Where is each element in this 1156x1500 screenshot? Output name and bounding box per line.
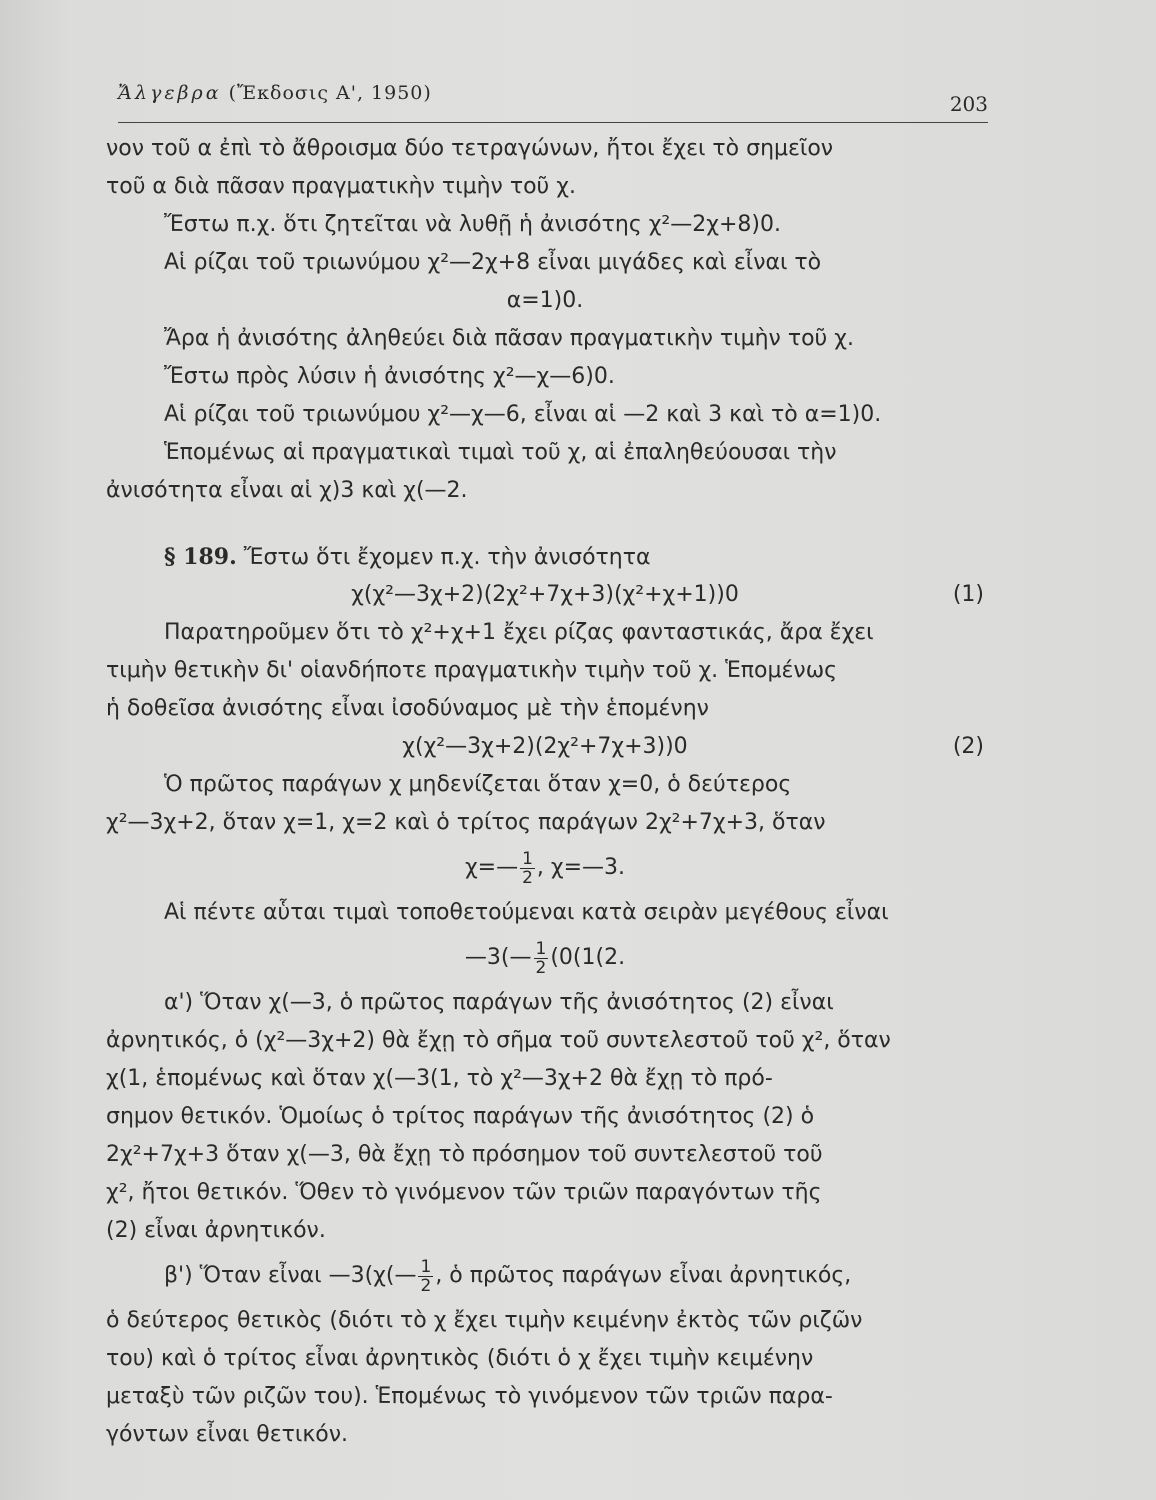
book-title: Ἄλγεβρα xyxy=(118,82,222,104)
page-number: 203 xyxy=(949,92,988,116)
roots-part-b: , χ=—3. xyxy=(536,855,626,880)
text-line: Ὁ πρῶτος παράγων χ μηδενίζεται ὅταν χ=0, ὁ δεύτερος xyxy=(164,772,792,797)
text-line: Αἱ πέντε αὗται τιμαὶ τοποθετούμεναι κατὰ σειρὰν μεγέθους εἶναι xyxy=(164,900,889,925)
text-line: τοῦ α διὰ πᾶσαν πραγματικὴν τιμὴν τοῦ χ. xyxy=(106,174,576,199)
case-beta-part-a: β') Ὅταν εἶναι —3(χ(— xyxy=(164,1263,417,1288)
text-line: α') Ὅταν χ(—3, ὁ πρῶτος παράγων τῆς ἀνισότητος (2) εἶναι xyxy=(164,990,834,1015)
equation-1 xyxy=(106,576,984,614)
text-line: 2χ²+7χ+3 ὅταν χ(—3, θὰ ἔχῃ τὸ πρόσημον τοῦ συντελεστοῦ τοῦ xyxy=(106,1142,823,1167)
text-line: γόντων εἶναι θετικόν. xyxy=(106,1422,349,1447)
equation-1-expr: χ(χ²—3χ+2)(2χ²+7χ+3)(χ²+χ+1))0 xyxy=(351,582,739,607)
section-heading xyxy=(106,538,984,576)
equation-2 xyxy=(106,728,984,766)
text-line: Αἱ ρίζαι τοῦ τριωνύμου χ²—χ—6, εἶναι αἱ —2 καὶ 3 καὶ τὸ α=1)0. xyxy=(164,402,882,427)
case-beta-part-b: , ὁ πρῶτος παράγων εἶναι ἀρνητικός, xyxy=(435,1263,852,1288)
fraction-one-half xyxy=(520,850,535,887)
text-line: σημον θετικόν. Ὁμοίως ὁ τρίτος παράγων τῆς ἀνισότητος (2) ὁ xyxy=(106,1104,815,1129)
text-line: Ἄρα ἡ ἀνισότης ἀληθεύει διὰ πᾶσαν πραγματικὴν τιμὴν τοῦ χ. xyxy=(164,326,854,351)
fraction-numerator: 1 xyxy=(420,1256,432,1277)
section-intro: Ἔστω ὅτι ἔχομεν π.χ. τὴν ἀνισότητα xyxy=(243,545,651,570)
fraction-one-half xyxy=(418,1258,433,1295)
fraction-denominator: 2 xyxy=(420,1275,432,1296)
header-title xyxy=(118,82,432,104)
equation-order xyxy=(106,932,984,984)
case-beta-line xyxy=(106,1250,984,1302)
text-line: Ἑπομένως αἱ πραγματικαὶ τιμαὶ τοῦ χ, αἱ ἐπαληθεύουσαι τὴν xyxy=(164,440,837,465)
fraction-denominator: 2 xyxy=(535,957,547,978)
text-line: τιμὴν θετικὴν δι' οἱανδήποτε πραγματικὴν τιμὴν τοῦ χ. Ἑπομένως xyxy=(106,658,838,683)
text-line: ὁ δεύτερος θετικὸς (διότι τὸ χ ἔχει τιμὴν κειμένην ἐκτὸς τῶν ριζῶν xyxy=(106,1308,863,1333)
text-line: ἀνισότητα εἶναι αἱ χ)3 καὶ χ(—2. xyxy=(106,478,468,503)
text-line: Παρατηροῦμεν ὅτι τὸ χ²+χ+1 ἔχει ρίζας φανταστικάς, ἄρα ἔχει xyxy=(164,620,874,645)
edition-label: (Ἔκδοσις Α', 1950) xyxy=(228,82,432,104)
text-line: χ(1, ἑπομένως καὶ ὅταν χ(—3(1, τὸ χ²—3χ+2 θὰ ἔχῃ τὸ πρό- xyxy=(106,1066,773,1091)
text-line: μεταξὺ τῶν ριζῶν του). Ἑπομένως τὸ γινόμενον τῶν τριῶν παρα- xyxy=(106,1384,833,1409)
fraction-one-half xyxy=(534,940,549,977)
text-line: Αἱ ρίζαι τοῦ τριωνύμου χ²—2χ+8 εἶναι μιγάδες καὶ εἶναι τὸ xyxy=(164,250,822,275)
equation-2-expr: χ(χ²—3χ+2)(2χ²+7χ+3))0 xyxy=(402,734,688,759)
text-line: ἡ δοθεῖσα ἀνισότης εἶναι ἰσοδύναμος μὲ τὴν ἑπομένην xyxy=(106,696,709,721)
fraction-numerator: 1 xyxy=(535,938,547,959)
text-line: (2) εἶναι ἀρνητικόν. xyxy=(106,1218,326,1243)
body-text xyxy=(106,130,984,1454)
text-line: χ²—3χ+2, ὅταν χ=1, χ=2 καὶ ὁ τρίτος παράγων 2χ²+7χ+3, ὅταν xyxy=(106,810,826,835)
text-line: Ἔστω π.χ. ὅτι ζητεῖται νὰ λυθῇ ἡ ἀνισότης χ²—2χ+8)0. xyxy=(164,212,781,237)
equation-roots xyxy=(106,842,984,894)
text-line: Ἔστω πρὸς λύσιν ἡ ἀνισότης χ²—χ—6)0. xyxy=(164,364,615,389)
text-line: του) καὶ ὁ τρίτος εἶναι ἀρνητικὸς (διότι ὁ χ ἔχει τιμὴν κειμένην xyxy=(106,1346,814,1371)
text-line: α=1)0. xyxy=(506,288,584,313)
order-part-a: —3(— xyxy=(464,945,532,970)
equation-1-number: (1) xyxy=(952,582,984,607)
fraction-numerator: 1 xyxy=(522,848,533,869)
equation-2-number: (2) xyxy=(952,734,984,759)
text-line: χ², ἤτοι θετικόν. Ὅθεν τὸ γινόμενον τῶν τριῶν παραγόντων τῆς xyxy=(106,1180,822,1205)
fraction-denominator: 2 xyxy=(522,867,533,888)
running-header xyxy=(118,78,988,123)
section-number: § 189. xyxy=(164,544,237,570)
roots-part-a: χ=— xyxy=(464,855,519,880)
order-part-b: (0(1(2. xyxy=(550,945,626,970)
text-line: ἀρνητικός, ὁ (χ²—3χ+2) θὰ ἔχῃ τὸ σῆμα τοῦ συντελεστοῦ τοῦ χ², ὅταν xyxy=(106,1028,891,1053)
text-line: νον τοῦ α ἐπὶ τὸ ἄθροισμα δύο τετραγώνων, ἤτοι ἔχει τὸ σημεῖον xyxy=(106,136,834,161)
spacer xyxy=(106,510,984,538)
